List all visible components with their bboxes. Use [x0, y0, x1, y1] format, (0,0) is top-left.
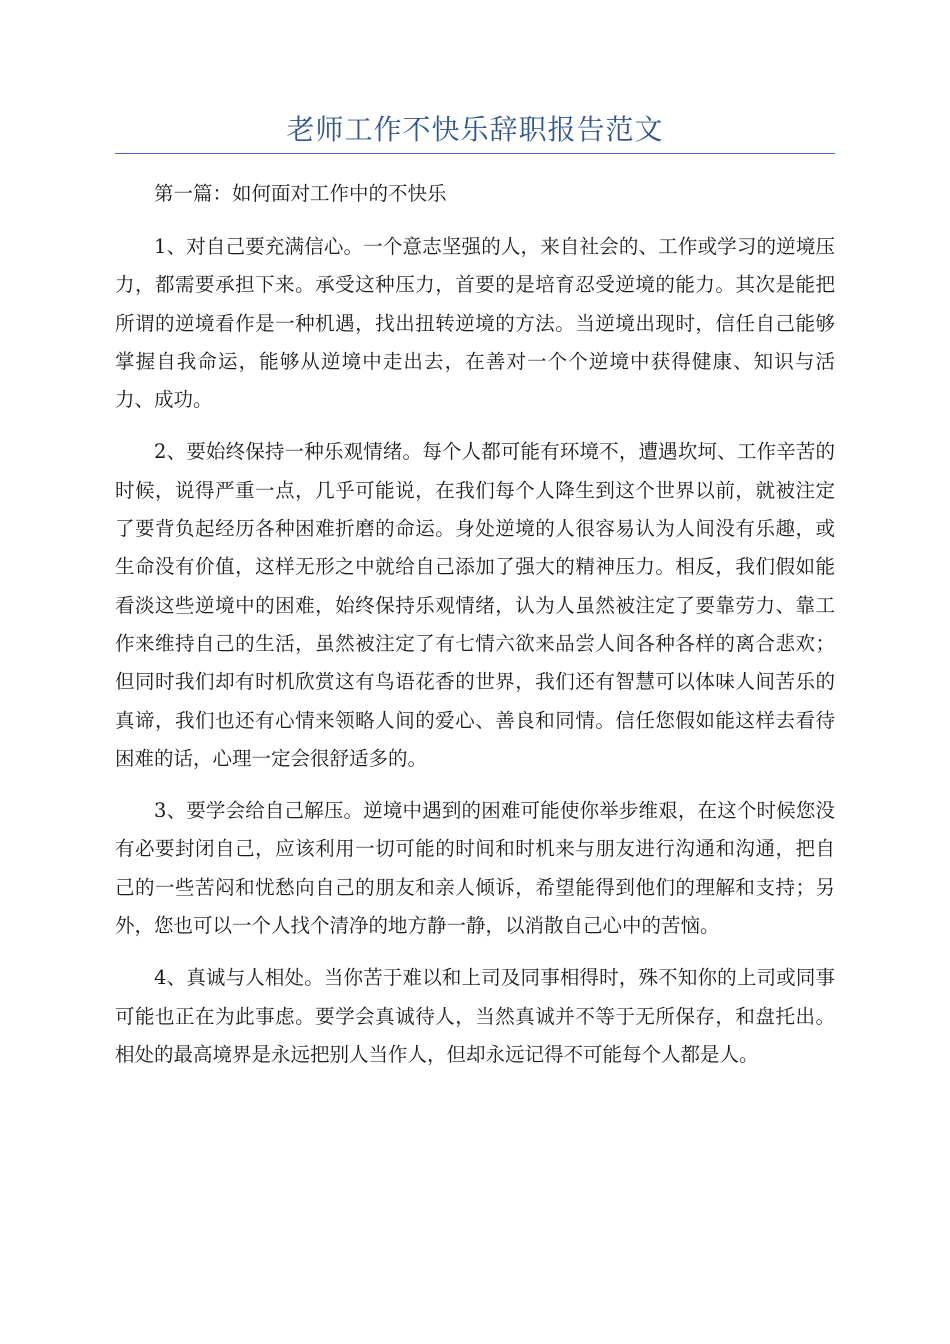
document-title: 老师工作不快乐辞职报告范文: [286, 113, 664, 146]
title-underline: [115, 153, 835, 154]
paragraph-1: 1、对自己要充满信心。一个意志坚强的人，来自社会的、工作或学习的逆境压力，都需要承担下来。承受这种压力，首要的是培育忍受逆境的能力。其次是能把所谓的逆境看作是一种机遇，找出扭转逆境的方法。当逆境出现时，信任自己能够掌握自我命运，能够从逆境中走出去，在善对一个个逆境中获得健康、知识与活力、成功。: [115, 235, 835, 412]
paragraph-2: 2、要始终保持一种乐观情绪。每个人都可能有环境不，遭遇坎坷、工作辛苦的时候，说得严重一点，几乎可能说，在我们每个人降生到这个世界以前，就被注定了要背负起经历各种困难折磨的命运。身处逆境的人很容易认为人间没有乐趣，或生命没有价值，这样无形之中就给自己添加了强大的精神压力。相反，我们假如能看淡这些逆境中的困难，始终保持乐观情绪，认为人虽然被注定了要靠劳力、靠工作来维持自己的生活，虽然被注定了有七情六欲来品尝人间各种各样的离合悲欢；但同时我们却有时机欣赏这有鸟语花香的世界，我们还有智慧可以体味人间苦乐的真谛，我们也还有心情来领略人间的爱心、善良和同情。信任您假如能这样去看待困难的话，心理一定会很舒适多的。: [115, 440, 835, 770]
paragraph-4: 4、真诚与人相处。当你苦于难以和上司及同事相得时，殊不知你的上司或同事可能也正在为此事虑。要学会真诚待人，当然真诚并不等于无所保存，和盘托出。相处的最高境界是永远把别人当作人，但却永远记得不可能每个人都是人。: [115, 966, 835, 1066]
document-body: [115, 175, 835, 1074]
section-heading: 第一篇：如何面对工作中的不快乐: [154, 182, 447, 205]
paragraph-3: 3、要学会给自己解压。逆境中遇到的困难可能使你举步维艰，在这个时候您没有必要封闭自己，应该利用一切可能的时间和时机来与朋友进行沟通和沟通，把自己的一些苦闷和忧愁向自己的朋友和亲人倾诉，希望能得到他们的理解和支持；另外，您也可以一个人找个清净的地方静一静，以消散自己心中的苦恼。: [115, 799, 835, 938]
